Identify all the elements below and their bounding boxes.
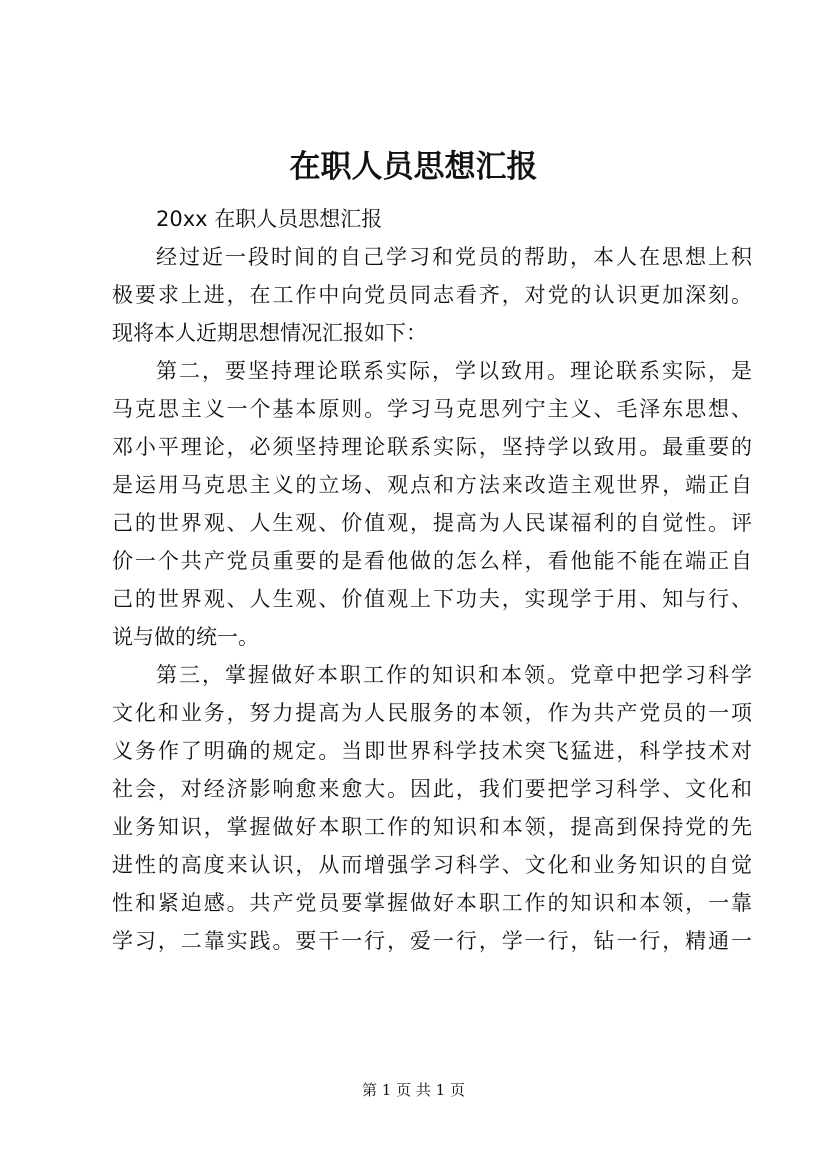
body-line: 说与做的统一。 xyxy=(112,625,259,649)
body-line: 极要求上进，在工作中向党员同志看齐，对党的认识更加深刻。 xyxy=(112,283,752,307)
body-line: 己的世界观、人生观、价值观上下功夫，实现学于用、知与行、 xyxy=(112,587,752,611)
body-line: 进性的高度来认识，从而增强学习科学、文化和业务知识的自觉 xyxy=(112,853,752,877)
body-line: 现将本人近期思想情况汇报如下： xyxy=(112,321,427,345)
body-line: 第二，要坚持理论联系实际，学以致用。理论联系实际，是 xyxy=(156,359,752,383)
body-line: 价一个共产党员重要的是看他做的怎么样，看他能不能在端正自 xyxy=(112,549,752,573)
page-title: 在职人员思想汇报 xyxy=(289,149,538,185)
document-body xyxy=(112,200,752,960)
page-number: 第 1 页 共 1 页 xyxy=(362,1081,465,1099)
body-line: 经过近一段时间的自己学习和党员的帮助，本人在思想上积 xyxy=(156,245,752,269)
body-line: 性和紧迫感。共产党员要掌握做好本职工作的知识和本领，一靠 xyxy=(112,891,752,915)
body-line: 己的世界观、人生观、价值观，提高为人民谋福利的自觉性。评 xyxy=(112,511,752,535)
body-line: 学习，二靠实践。要干一行，爱一行，学一行，钻一行，精通一 xyxy=(112,929,752,953)
body-line: 邓小平理论，必须坚持理论联系实际，坚持学以致用。最重要的 xyxy=(112,435,752,459)
body-line: 义务作了明确的规定。当即世界科学技术突飞猛进，科学技术对 xyxy=(112,739,752,763)
body-line: 马克思主义一个基本原则。学习马克思列宁主义、毛泽东思想、 xyxy=(112,397,752,421)
body-line: 业务知识，掌握做好本职工作的知识和本领，提高到保持党的先 xyxy=(112,815,752,839)
document-subtitle: 20xx 在职人员思想汇报 xyxy=(156,207,383,231)
body-line: 文化和业务，努力提高为人民服务的本领，作为共产党员的一项 xyxy=(112,701,752,725)
body-line: 社会，对经济影响愈来愈大。因此，我们要把学习科学、文化和 xyxy=(112,777,752,801)
body-line: 第三，掌握做好本职工作的知识和本领。党章中把学习科学 xyxy=(156,663,752,687)
body-line: 是运用马克思主义的立场、观点和方法来改造主观世界，端正自 xyxy=(112,473,752,497)
